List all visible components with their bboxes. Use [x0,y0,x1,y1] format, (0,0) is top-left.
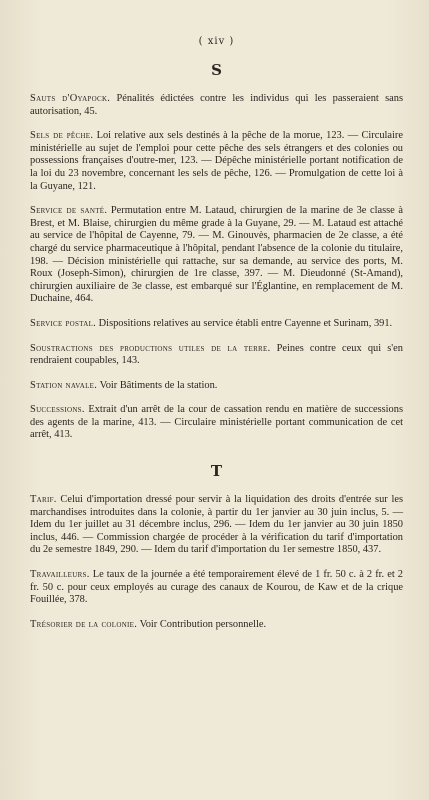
index-entry [30,494,403,557]
section-t [30,462,403,631]
index-entry [30,93,403,118]
index-entry [30,130,403,193]
index-entry [30,343,403,368]
entry-head: Service postal. [30,317,97,329]
entry-body: Le taux de la journée a été temporairement élevé de 1 fr. 50 c. à 2 fr. et 2 fr. 50 c. pour ceux employés au curage des canaux de Kourou, de Kaw et de la crique Fouillée, 378. [30,569,403,606]
entry-body: Pénalités édictées contre les individus qui les passeraient sans autorisation, 45. [30,93,403,117]
entry-head: Tarif. [30,494,57,506]
index-entry [30,380,403,393]
entry-body: Permutation entre M. Lataud, chirurgien de la marine de 3e classe à Brest, et M. Blaise, chirurgien du même grade à la Guyane, 29. — M. Lataud est attaché au service de l'hôpital de Cayenne, 79. — M. Ginouvès, pharmacien de 2e classe, a été chargé du service pharmaceutique à l'hôpital, pendant l'absence de la colonie du titulaire, 198. — Décision ministérielle qui rattache, sur sa demande, au service des ports, M. Roux (Joseph-Simon), chirurgien de 1re classe, 397. — M. Dieudonné (St-Amand), chirurgien auxiliaire de 3e classe, est embarqué sur l'Églantine, en remplacement de M. Duchaine, 464. [30,205,403,305]
entry-head: Station navale. [30,379,98,391]
entry-head: Sauts d'Oyapock. [30,93,111,104]
entry-head: Trésorier de la colonie. [30,618,138,630]
page-number: ( xiv ) [198,36,235,47]
section-s [30,61,403,442]
section-letter: T [210,462,223,481]
entry-body: Extrait d'un arrêt de la cour de cassation rendu en matière de successions des agents de la marine, 413. — Circulaire ministérielle portant communication de cet arrêt, 413. [30,404,403,441]
index-entry [30,619,403,632]
index-entry [30,205,403,306]
index-entry [30,569,403,607]
entry-head: Sels de pêche. [30,130,94,142]
entry-body: Voir Bâtiments de la station. [97,379,218,391]
section-letter: S [211,61,222,79]
section-spacer [30,454,403,462]
entry-head: Travailleurs. [30,569,90,581]
index-entry [30,404,403,442]
entry-head: Service de santé. [30,205,108,217]
entry-body: Celui d'importation dressé pour servir à la liquidation des droits d'entrée sur les marchandises introduites dans la colonie, à partir du 1er janvier au 30 juin inclus, 5. — Idem du 1er juillet au 31 décembre inclus, 296. — Idem du 1er janvier au 30 juin 1850 inclus, 446. — Commission chargée de procéder à la vérification du tarif d'importation du 2e semestre 1849, 290. — Idem du tarif d'importation du 1er semestre 1850, 437. [30,494,403,556]
index-entry [30,318,403,331]
entry-body: Loi relative aux sels destinés à la pêche de la morue, 123. — Circulaire ministérielle au sujet de l'emploi pour cette pêche des sels étrangers et des colonies ou possessions françaises d'outre-mer, 123. — Dépêche ministérielle portant notification de la loi du 23 novembre, concernant les sels de pêche, 126. — Promulgation de cette loi à la Guyane, 121. [30,130,403,192]
entry-body: Voir Contribution personnelle. [137,618,267,630]
entry-head: Soustractions des productions utiles de la terre. [30,342,271,354]
entry-body: Peines contre ceux qui s'en rendraient coupables, 143. [30,342,403,367]
entry-body: Dispositions relatives au service établi entre Cayenne et Surinam, 391. [96,317,393,329]
entry-head: Successions. [30,404,85,416]
